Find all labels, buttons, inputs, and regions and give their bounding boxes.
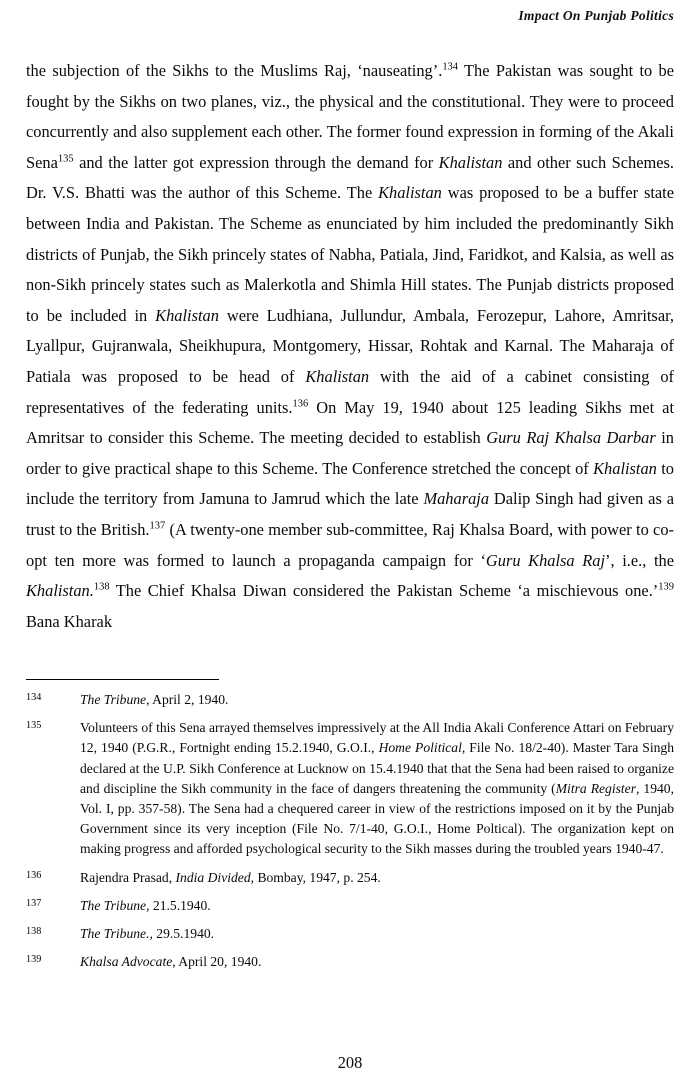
footnote-marker: 137 — [149, 520, 166, 532]
footnote-marker: 139 — [658, 581, 674, 593]
text-run: 29.5.1940. — [152, 926, 215, 942]
footnote-text — [80, 952, 674, 972]
text-run: with the aid of a cabinet consisting of representatives of the federating units. — [26, 366, 674, 417]
footnote-entry — [26, 690, 674, 710]
footnote-marker: 134 — [442, 61, 459, 73]
italic-run: Khalistan. — [26, 581, 94, 601]
text-run: The Chief Khalsa Diwan considered the Pakistan Scheme ‘a mischievous one.’ — [109, 581, 659, 601]
body-paragraph — [26, 56, 674, 637]
text-run: and other such Schemes. Dr. V.S. Bhatti was the author of this Scheme. The — [26, 152, 675, 203]
italic-run: Maharaja — [423, 489, 490, 509]
text-run: , Bombay, 1947, p. 254. — [250, 869, 381, 885]
italic-run: India Divided — [175, 869, 251, 885]
italic-run: Guru Raj Khalsa Darbar — [486, 428, 656, 448]
text-run: and the latter got expression through the demand for — [73, 152, 439, 172]
footnote-separator-rule — [26, 679, 219, 680]
text-run: in order to give practical shape to this Scheme. The Conference stretched the concept of — [26, 428, 674, 478]
text-run: , April 2, 1940. — [146, 692, 229, 707]
footnote-number: 138 — [26, 926, 42, 938]
running-header: Impact On Punjab Politics — [518, 8, 674, 23]
text-run: to include the territory from Jamuna to Jamrud which the late — [26, 458, 674, 509]
italic-run: Khalistan — [155, 305, 219, 325]
italic-run: The Tribune, — [80, 897, 150, 913]
text-run: the subjection of the Sikhs to the Muslims Raj, ‘nauseating’. — [26, 61, 443, 80]
text-run: was proposed to be a buffer state between India and Pakistan. The Scheme as enunciated by him included the predominantly Sikh districts of Punjab, the Sikh princely states of Nabha, Patiala, Jind, Faridkot, and Kalsia, as well as non-Sikh princely states such as Malerkotla and Shimla Hill states. The Punjab districts proposed to be included in — [26, 183, 674, 325]
italic-run: Khalistan — [438, 152, 503, 172]
text-run: were Ludhiana, Jullundur, Ambala, Ferozepur, Lahore, Amritsar, Lyallpur, Gujranwala, Sheikhupura, Montgomery, Hissar, Rohtak and Karnal. The Maharaja of Patiala was proposed to be head of — [26, 305, 674, 386]
footnote-entry — [26, 952, 674, 972]
footnote-entry — [26, 718, 674, 859]
italic-run: Mitra Register — [555, 780, 636, 796]
italic-run: Guru Khalsa Raj — [485, 550, 606, 570]
text-run: Rajendra Prasad, — [80, 869, 176, 885]
footnote-text — [80, 690, 674, 710]
footnote-number: 134 — [26, 692, 42, 703]
italic-run: Home Political — [378, 740, 462, 756]
text-run: , File No. 18/2-40). Master Tara Singh declared at the U.P. Sikh Conference at Lucknow on 15.4.1940 that that the Sena had been raised to organize and discipline the Sikh community in the face of dangers threatening the community ( — [80, 740, 674, 796]
text-run: Volunteers of this Sena arrayed themselves impressively at the All India Akali Conference Attari on February 12, 1940 (P.G.R., Fortnight ending 15.2.1940, G.O.I., — [80, 720, 674, 756]
footnote-number: 135 — [26, 720, 42, 732]
footnote-entry — [26, 868, 674, 888]
italic-run: The Tribune — [80, 692, 147, 707]
footnote-entry — [26, 924, 674, 944]
text-run: 21.5.1940. — [149, 897, 211, 913]
text-run: , 1940, Vol. I, pp. 357-58). The Sena had a chequered career in view of the restrictions imposed on it by the Punjab Government since its very inception (File No. 7/1-40, G.O.I., Home Poltical). The organization kept on making progress and afforded psychological security to the Sikh masses during the troubled years 1940-47. — [80, 780, 674, 857]
text-run: , April 20, 1940. — [172, 954, 262, 970]
italic-run: The Tribune., — [80, 926, 153, 942]
page-number: 208 — [337, 1053, 363, 1072]
text-run: On May 19, 1940 about 125 leading Sikhs met at Amritsar to consider this Scheme. The meeting decided to establish — [26, 397, 674, 448]
footnote-text — [80, 718, 674, 859]
footnote-number: 139 — [26, 954, 42, 966]
footnote-text — [80, 868, 674, 888]
footnote-text — [80, 924, 674, 944]
text-run: ’, i.e., the — [605, 550, 674, 570]
body-text-block — [26, 56, 674, 637]
text-run: The Pakistan was sought to be fought by the Sikhs on two planes, viz., the physical and the constitutional. They were to proceed concurrently and also supplement each other. The former found expression in forming of the Akali Sena — [26, 61, 674, 172]
italic-run: Khalistan — [593, 458, 657, 478]
footnote-marker: 138 — [93, 581, 110, 593]
footnote-marker: 136 — [292, 398, 309, 410]
italic-run: Khalsa Advocate — [80, 954, 173, 970]
text-run: (A twenty-one member sub-committee, Raj Khalsa Board, with power to co-opt ten more was formed to launch a propaganda campaign for ‘ — [26, 519, 674, 570]
footnote-number: 136 — [26, 869, 42, 881]
italic-run: Khalistan — [378, 183, 442, 203]
footnote-entry — [26, 896, 674, 916]
text-run: Bana Kharak — [26, 611, 113, 631]
footnotes-section — [26, 690, 674, 980]
italic-run: Khalistan — [305, 366, 370, 386]
footnote-number: 137 — [26, 897, 42, 909]
footnote-text — [80, 896, 674, 916]
text-run: Dalip Singh had given as a trust to the British. — [26, 489, 674, 539]
footnote-marker: 135 — [57, 153, 74, 165]
